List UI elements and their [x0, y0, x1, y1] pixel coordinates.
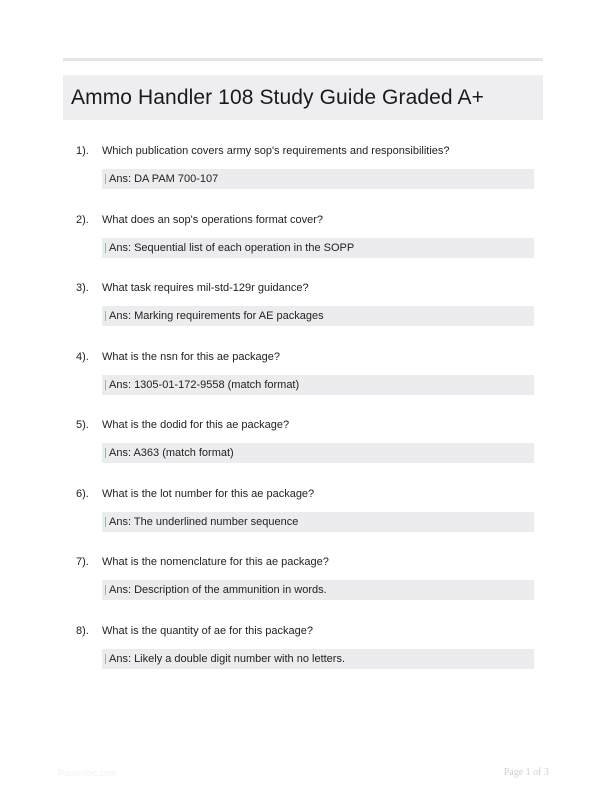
answer-box: Ans: DA PAM 700-107 [102, 169, 534, 189]
question-item [0, 419, 606, 479]
answer-box: Ans: 1305-01-172-9558 (match format) [102, 375, 534, 395]
question-text: What does an sop's operations format cover? [102, 214, 323, 226]
page-number: Page 1 of 3 [503, 767, 549, 778]
question-number: 8). [76, 625, 89, 637]
question-item [0, 625, 606, 685]
question-text: What is the nomenclature for this ae package? [102, 556, 329, 568]
watermark-text: Paperlibic.com [58, 768, 118, 778]
question-text: Which publication covers army sop's requirements and responsibilities? [102, 145, 450, 157]
question-item [0, 351, 606, 411]
question-item [0, 556, 606, 616]
question-number: 7). [76, 556, 89, 568]
top-divider [63, 58, 543, 61]
question-text: What is the quantity of ae for this package? [102, 625, 313, 637]
question-number: 5). [76, 419, 89, 431]
question-number: 3). [76, 282, 89, 294]
question-item [0, 488, 606, 548]
answer-box: Ans: Description of the ammunition in words. [102, 580, 534, 600]
answer-box: Ans: A363 (match format) [102, 443, 534, 463]
question-number: 1). [76, 145, 89, 157]
answer-box: Ans: Sequential list of each operation in the SOPP [102, 238, 534, 258]
title-banner [63, 75, 543, 120]
question-text: What is the nsn for this ae package? [102, 351, 280, 363]
question-number: 6). [76, 488, 89, 500]
question-text: What is the lot number for this ae package? [102, 488, 315, 500]
question-item [0, 214, 606, 274]
question-item [0, 282, 606, 342]
answer-box: Ans: The underlined number sequence [102, 512, 534, 532]
answer-box: Ans: Likely a double digit number with no letters. [102, 649, 534, 669]
question-item [0, 145, 606, 205]
question-text: What is the dodid for this ae package? [102, 419, 290, 431]
question-text: What task requires mil-std-129r guidance? [102, 282, 309, 294]
document-title: Ammo Handler 108 Study Guide Graded A+ [71, 85, 484, 109]
answer-box: Ans: Marking requirements for AE packages [102, 306, 534, 326]
question-number: 4). [76, 351, 89, 363]
question-number: 2). [76, 214, 89, 226]
